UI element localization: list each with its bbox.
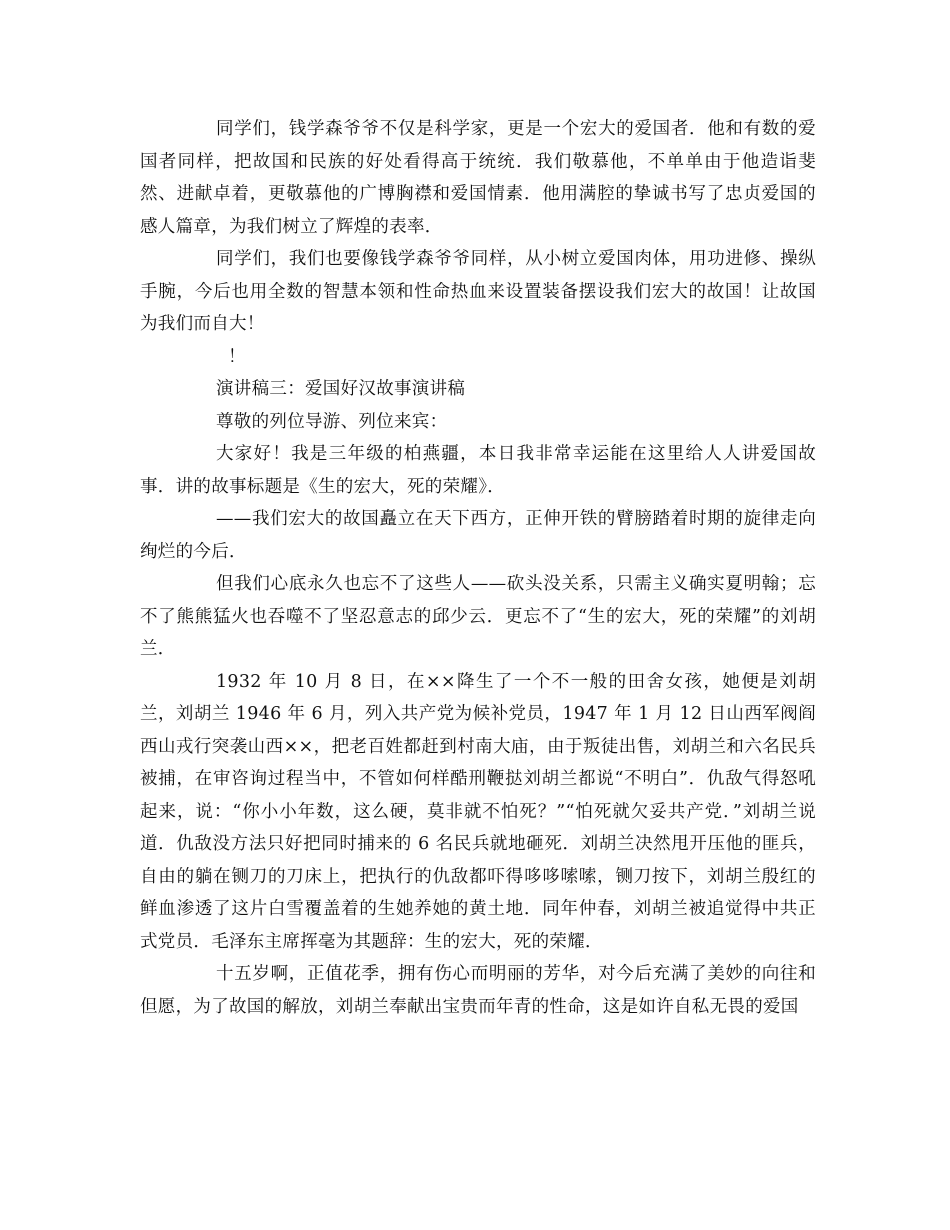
paragraph-fifteen-years: 十五岁啊，正值花季，拥有伤心而明丽的芳华，对今后充满了美妙的向往和但愿，为了故国的解放，刘胡兰奉献出宝贵而年青的性命，这是如许自私无畏的爱国 (140, 964, 816, 1017)
speech-salutation: 尊敬的列位导游、列位来宾： (216, 411, 448, 432)
speech-three-title: 演讲稿三：爱国好汉故事演讲稿 (216, 379, 466, 399)
paragraph-qian-xuesen-patriot: 同学们，钱学森爷爷不仅是科学家，更是一个宏大的爱国者．他和有数的爱国者同样，把故国和民族的好处看得高于统统．我们敬慕他，不单单由于他造诣斐然、进献卓着，更敬慕他的广博胸襟和爱国情素．他用满腔的挚诚书写了忠贞爱国的感人篇章，为我们树立了辉煌的表率． (140, 119, 816, 237)
document-body (140, 113, 816, 1023)
paragraph-liu-hulan-story: 1932 年 10 月 8 日，在××降生了一个不一般的田舍女孩，她便是刘胡兰，刘胡兰 1946 年 6 月，列入共产党为候补党员，1947 年 1 月 12 日山西军阀阎西山戎行突袭山西××，把老百姓都赶到村南大庙，由于叛徒出售，刘胡兰和六名民兵被捕，在审咨询过程当中，不管如何样酷刑鞭挞刘胡兰都说“不明白”．仇敌气得怒吼起来，说：“你小小年数，这么硬，莫非就不怕死？”“怕死就欠妥共产党．”刘胡兰说道．仇敌没方法只好把同时捕来的 6 名民兵就地砸死．刘胡兰决然甩开压他的匪兵，自由的躺在铡刀的刀床上，把执行的仇敌都吓得哆哆嗦嗦，铡刀按下，刘胡兰殷红的鲜血渗透了这片白雪覆盖着的生她养她的黄土地．同年仲春，刘胡兰被追觉得中共正式党员．毛泽东主席挥毫为其题辞：生的宏大，死的荣耀． (140, 671, 816, 952)
paragraph-learn-from-qian: 同学们，我们也要像钱学森爷爷同样，从小树立爱国肉体，用功进修、操纵手腕，今后也用全数的智慧本领和性命热血来设置装备摆设我们宏大的故国！让故国为我们而自大！ (140, 249, 816, 334)
paragraph-motherland: ——我们宏大的故国矗立在天下西方，正伸开铁的臂膀踏着时期的旋律走向绚烂的今后． (140, 509, 816, 562)
paragraph-heroes-remembered: 但我们心底永久也忘不了这些人——砍头没关系，只需主义确实夏明翰；忘不了熊熊猛火也吞噬不了坚忍意志的邱少云．更忘不了“生的宏大，死的荣耀”的刘胡兰． (140, 574, 816, 659)
paragraph-greeting: 大家好！我是三年级的柏燕疆，本日我非常幸运能在这里给人人讲爱国故事．讲的故事标题是《生的宏大，死的荣耀》． (140, 444, 816, 497)
paragraph-exclamation: ！ (228, 346, 246, 367)
